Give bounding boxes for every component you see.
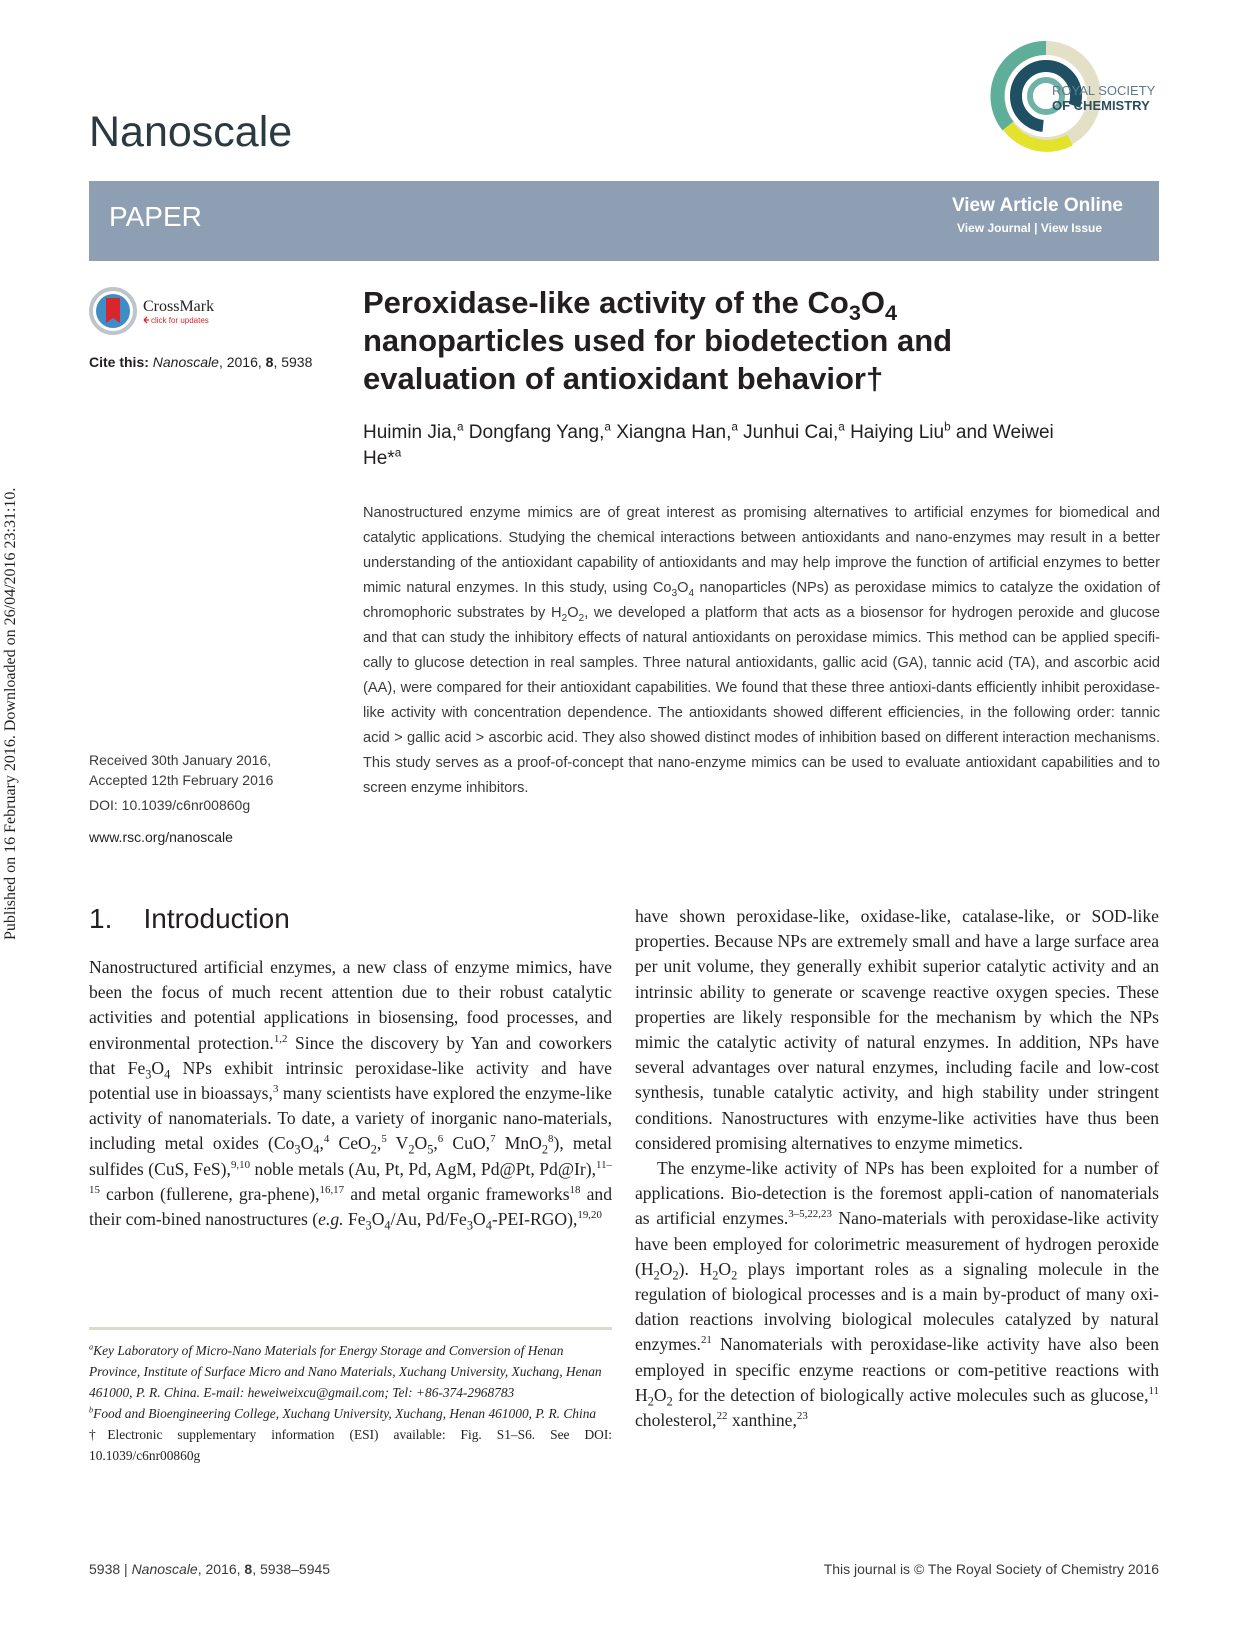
rsc-logo[interactable] xyxy=(990,40,1162,152)
svg-text:click for updates: click for updates xyxy=(151,316,209,325)
download-stamp: Published on 16 February 2016. Downloaded on 26/04/2016 23:31:10. xyxy=(2,487,19,940)
received-date: Received 30th January 2016, xyxy=(89,752,272,768)
cite-page: , 5938 xyxy=(273,354,313,370)
received-dates xyxy=(89,750,273,790)
svg-text:ROYAL SOCIETY: ROYAL SOCIETY xyxy=(1052,83,1156,98)
body-column-right xyxy=(635,904,1159,1433)
cite-year: , 2016, xyxy=(218,354,266,370)
footnote-divider xyxy=(89,1327,612,1330)
view-issue-link[interactable]: View Issue xyxy=(1040,221,1102,235)
abstract: Nanostructured enzyme mimics are of great interest as promising alternatives to artificial enzymes for biomedical and catalytic applications. Studying the chemical interactions between antioxidants and nano-enzymes may result in a better understanding of the antioxidant capability of antioxidants and may help improve the function of artificial enzymes to better mimic natural enzymes. In this study, using $Co_3O_4$ nanoparticles (NPs) as peroxidase mimics to catalyze the oxidation of chromophoric substrates by $H_2O_2$, we developed a platform that acts as a biosensor for hydrogen peroxide and glucose and that can study the inhibitory effects of natural antioxidants on peroxidase mimics. This method can be applied specifi-cally to glucose detection in real samples. Three natural antioxidants, gallic acid (GA), tannic acid (TA), and ascorbic acid (AA), were compared for their antioxidant capabilities. We found that these three antioxi-dants efficiently inhibit peroxidase-like activity with concentration dependence. The antioxidants showed different efficiencies, in the following order: tannic acid > gallic acid > ascorbic acid. They also showed distinct modes of inhibition based on different interaction mechanisms. This study serves as a proof-of-concept that nano-enzyme mimics can be used to evaluate antioxidant capabilities and to screen enzyme inhibitors. xyxy=(363,505,1160,796)
footnote-affiliation-a: $^a$Key Laboratory of Micro-Nano Materials for Energy Storage and Conversion of Henan Province, Institute of Surface Micro and Nano Materials, Xuchang University, Xuchang, Henan 461000, P. R. China. E-mail: heweiweixcu@gmail.com; Tel: +86-374-2968783 xyxy=(89,1342,602,1400)
intro-paragraph-1: Nanostructured artificial enzymes, a new class of enzyme mimics, have been the focus of much recent attention due to their robust catalytic activities and potential applications in biosensing, food processes, and environmental protection.$^{1,2}$ Since the discovery by Yan and coworkers that $Fe_3O_4$ NPs exhibit intrinsic peroxidase-like activity and have potential use in bioassays,$^3$ many scientists have explored the enzyme-like activity of nanomaterials. To date, a variety of inorganic nano-materials, including metal oxides ($Co_3O_4,^4$ CeO$_2$,$^5$ $V_2O_5,^6$ CuO,$^7$ MnO$_2^8$), metal sulfides (CuS, FeS),$^{9,10}$ noble metals (Au, Pt, Pd, AgM, Pd@Pt, Pd@Ir),$^{11-15}$ carbon (fullerene, gra-phene),$^{16,17}$ and metal organic frameworks$^{18}$ and their com-bined nanostructures (e.g. $Fe_3O_4/Au$, $Pd/Fe_3O_4-PEI-RGO),^{19,20}$ xyxy=(89,957,612,1233)
journal-name: Nanoscale xyxy=(89,108,293,156)
doi[interactable]: DOI: 10.1039/c6nr00860g xyxy=(89,797,251,813)
cite-prefix: Cite this: xyxy=(89,354,153,370)
footnote-affiliation-b: $^b$Food and Bioengineering College, Xuchang University, Xuchang, Henan 461000, P. R. China xyxy=(89,1405,597,1421)
footnote-esi: †Electronic supplementary information (ESI) available: Fig. S1–S6. See DOI: 10.1039/c6nr00860g xyxy=(89,1427,612,1463)
section-heading-introduction: 1. Introduction xyxy=(89,903,290,934)
cite-volume: 8 xyxy=(265,354,274,370)
accepted-date: Accepted 12th February 2016 xyxy=(89,772,274,788)
author-list: Huimin Jia,$^a$ Dongfang Yang,$^a$ Xiangna Han,$^a$ Junhui Cai,$^a$ Haiying Liu$^b$ and Weiwei He*$^a$ xyxy=(363,420,1054,469)
journal-website-link[interactable]: www.rsc.org/nanoscale xyxy=(89,829,233,845)
page-footer-citation: 5938 | Nanoscale, 2016, 8, 5938–5945 xyxy=(89,1561,331,1577)
article-title: Peroxidase-like activity of the $Co_3O_4$ nanoparticles used for biodetection and evaluation of antioxidant behavior† xyxy=(363,285,953,396)
view-article-online-link[interactable]: View Article Online xyxy=(951,195,1123,216)
crossmark-icon xyxy=(89,287,229,339)
intro-paragraph-1-continued: have shown peroxidase-like, oxidase-like, catalase-like, or SOD-like properties. Because NPs are extremely small and have a large surface area per unit volume, they generally exhibit superior catalytic activity and an intrinsic ability to generate or scavenge reactive oxygen species. These properties are likely responsible for the mechanism by which the NPs mimic the catalytic activity of natural enzymes. In addition, NPs have several advantages over natural enzymes, including facile and low-cost synthesis, tunable catalytic activity, and high stability under stringent conditions. Nanostructures with enzyme-like activities have thus been considered promising alternatives to enzyme mimetics. xyxy=(635,906,1159,1153)
view-journal-link[interactable]: View Journal xyxy=(957,221,1031,235)
cite-line xyxy=(89,354,312,370)
page-footer-copyright: This journal is © The Royal Society of Chemistry 2016 xyxy=(823,1561,1159,1577)
view-links xyxy=(957,221,1102,235)
footnotes xyxy=(89,1340,612,1466)
svg-text:OF CHEMISTRY: OF CHEMISTRY xyxy=(1052,98,1150,113)
svg-text:CrossMark: CrossMark xyxy=(143,298,215,315)
article-type-banner xyxy=(89,181,1159,261)
intro-paragraph-2: The enzyme-like activity of NPs has been exploited for a number of applications. Bio-detection is the foremost appli-cation of nanomaterials as artificial enzymes.$^{3-5,22,23}$ Nano-materials with peroxidase-like activity have been employed for colorimetric measurement of hydrogen peroxide $(H_2O_2)$. $H_2O_2$ plays important roles as a signaling molecule in the regulation of biological processes and is a main by-product of many oxi-dation reactions involving biological molecules catalyzed by natural enzymes.$^{21}$ Nanomaterials with peroxidase-like activity have also been employed in specific enzyme reactions or com-petitive reactions with $H_2O_2$ for the detection of biologically active molecules such as glucose,$^{11}$ cholesterol,$^{22}$ xanthine,$^{23}$ xyxy=(635,1158,1159,1431)
rsc-logo-icon xyxy=(990,40,1162,152)
link-separator: | xyxy=(1030,221,1041,235)
crossmark-badge[interactable] xyxy=(89,287,229,339)
cite-journal: Nanoscale xyxy=(152,354,219,370)
article-type-label: PAPER xyxy=(109,201,202,232)
body-column-left xyxy=(89,955,612,1232)
